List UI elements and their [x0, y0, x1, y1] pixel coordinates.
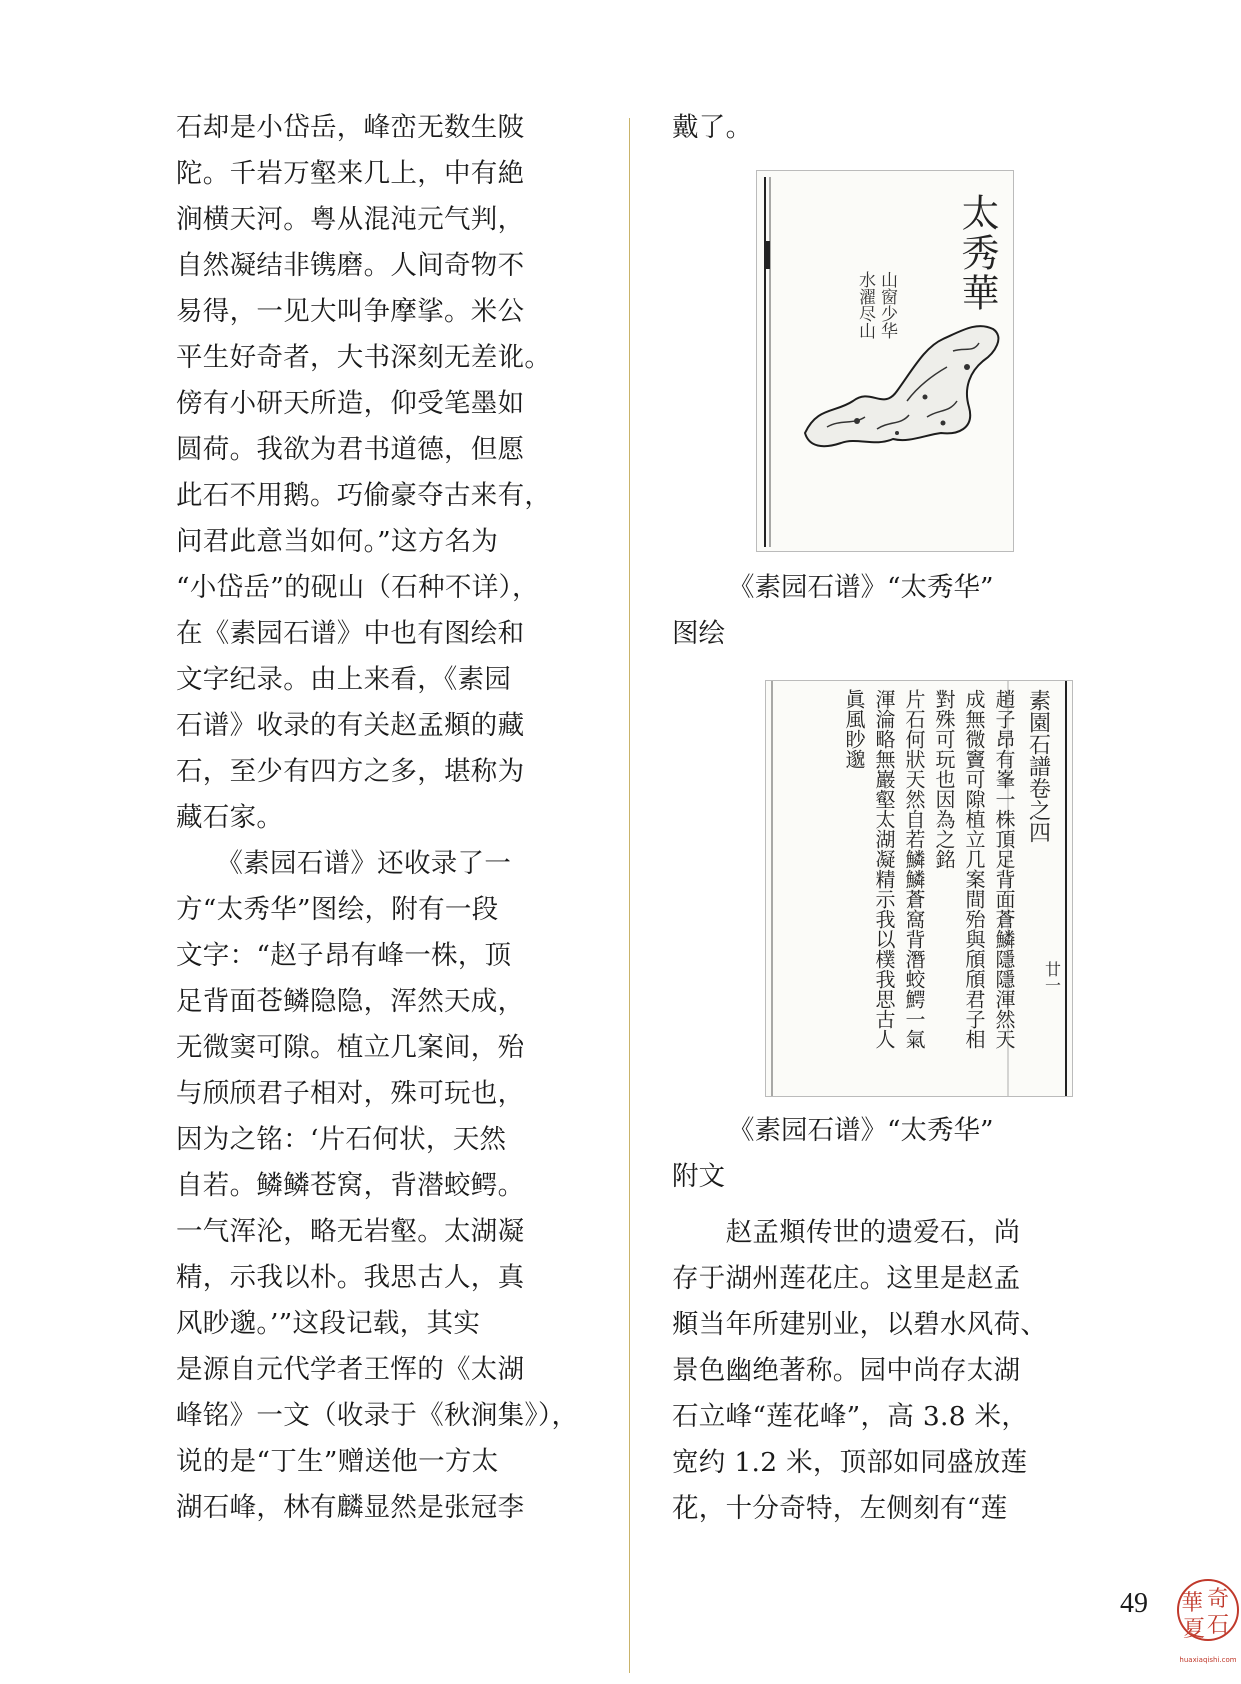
figure-text-column: 對殊可玩也因為之銘	[932, 689, 956, 869]
text-line: 方“太秀华”图绘，附有一段	[176, 894, 499, 925]
text-line: 风眇邈。’”这段记载，其实	[176, 1308, 481, 1339]
figure-text-column: 趙子昂有峯一株頂足背面蒼鱗隱隱渾然天	[992, 689, 1016, 1049]
taixiuhua-appended-text-image	[765, 680, 1073, 1097]
text-line: 一气浑沦，略无岩壑。太湖凝	[176, 1216, 525, 1247]
caption-line: 《素园石谱》“太秀华”	[728, 1115, 994, 1146]
text-line: 文字：“赵子昂有峰一株，顶	[176, 940, 512, 971]
text-line: 圆荷。我欲为君书道德，但愿	[176, 434, 525, 465]
figure-inscription: 山窗少华	[877, 271, 897, 339]
text-line: 藏石家。	[176, 802, 284, 833]
left-text-column	[176, 105, 586, 1531]
figure-text-column: 成無微竇可隙植立几案間殆與頎頎君子相	[962, 689, 986, 1049]
huaxia-qishi-logo	[1176, 1570, 1240, 1680]
svg-text:huaxiaqishi.com: huaxiaqishi.com	[1179, 1656, 1237, 1664]
figure2-caption	[672, 1108, 994, 1200]
svg-text:奇: 奇	[1206, 1587, 1230, 1612]
text-line: 涧横天河。粤从混沌元气判，	[176, 204, 525, 235]
text-line: 自若。鳞鳞苍窝，背潜蛟鳄。	[176, 1170, 525, 1201]
figure-text-column: 片石何狀天然自若鱗鱗蒼窩背潛蛟鰐一氣	[902, 689, 926, 1049]
caption-line: 《素园石谱》“太秀华”	[728, 572, 994, 603]
text-line: 頫当年所建别业，以碧水风荷、	[672, 1309, 1048, 1340]
right-body-text	[672, 1210, 1102, 1532]
text-line: 戴了。	[672, 112, 753, 143]
text-line: 石，至少有四方之多，堪称为	[176, 756, 525, 787]
text-line: 因为之铭：‘片石何状，天然	[176, 1124, 507, 1155]
text-line: 陀。千岩万壑来几上，中有絶	[176, 158, 525, 189]
text-line: 问君此意当如何。”这方名为	[176, 526, 499, 557]
text-line: 石却是小岱岳，峰峦无数生陂	[176, 112, 525, 143]
page-number: 49	[1120, 1588, 1148, 1619]
text-line: 自然凝结非镌磨。人间奇物不	[176, 250, 525, 281]
right-text-column	[672, 105, 1092, 151]
figure-text-column: 眞風眇邈	[842, 689, 866, 769]
text-line: 存于湖州莲花庄。这里是赵孟	[672, 1263, 1021, 1294]
text-line: 与颀颀君子相对，殊可玩也，	[176, 1078, 525, 1109]
text-line: 景色幽绝著称。园中尚存太湖	[672, 1355, 1021, 1386]
text-line: 赵孟頫传世的遗爱石，尚	[672, 1217, 1021, 1248]
text-line: 《素园石谱》还收录了一	[176, 848, 512, 879]
figure-page-mark: 廿一	[1042, 961, 1062, 993]
caption-line: 附文	[672, 1161, 725, 1192]
text-line: 石谱》收录的有关赵孟頫的藏	[176, 710, 525, 741]
figure-title-calligraphy: 太秀華	[955, 193, 999, 313]
text-line: 石立峰“莲花峰”，高 3.8 米，	[672, 1401, 1029, 1432]
svg-text:夏: 夏	[1182, 1617, 1206, 1642]
svg-text:華: 華	[1180, 1591, 1204, 1616]
figure-inscription: 水濯尽山	[855, 271, 875, 339]
text-line: 易得，一见大叫争摩挲。米公	[176, 296, 525, 327]
text-line: 平生好奇者，大书深刻无差讹。	[176, 342, 552, 373]
text-line: “小岱岳”的砚山（石种不详），	[176, 572, 539, 603]
text-line: 宽约 1.2 米，顶部如同盛放莲	[672, 1447, 1028, 1478]
caption-line: 图绘	[672, 618, 725, 649]
text-line: 此石不用鹅。巧偷豪夺古来有，	[176, 480, 552, 511]
text-line: 湖石峰，林有麟显然是张冠李	[176, 1492, 525, 1523]
figure1-caption	[672, 565, 994, 657]
figure-text-column: 渾淪略無巖壑太湖凝精示我以樸我思古人	[872, 689, 896, 1049]
figure-text-column: 素園石譜卷之四	[1025, 689, 1051, 843]
svg-text:石: 石	[1206, 1613, 1230, 1638]
text-line: 是源自元代学者王恽的《太湖	[176, 1354, 525, 1385]
text-line: 精，示我以朴。我思古人，真	[176, 1262, 525, 1293]
text-line: 傍有小研天所造，仰受笔墨如	[176, 388, 525, 419]
text-line: 无微窦可隙。植立几案间，殆	[176, 1032, 525, 1063]
taixiuhua-rock-illustration	[756, 170, 1014, 552]
text-line: 在《素园石谱》中也有图绘和	[176, 618, 525, 649]
text-line: 说的是“丁生”赠送他一方太	[176, 1446, 499, 1477]
text-line: 峰铭》一文（收录于《秋涧集》），	[176, 1400, 579, 1431]
column-divider	[629, 118, 630, 1673]
text-line: 花，十分奇特，左侧刻有“莲	[672, 1493, 1008, 1524]
text-line: 足背面苍鳞隐隐，浑然天成，	[176, 986, 525, 1017]
text-line: 文字纪录。由上来看，《素园	[176, 664, 512, 695]
